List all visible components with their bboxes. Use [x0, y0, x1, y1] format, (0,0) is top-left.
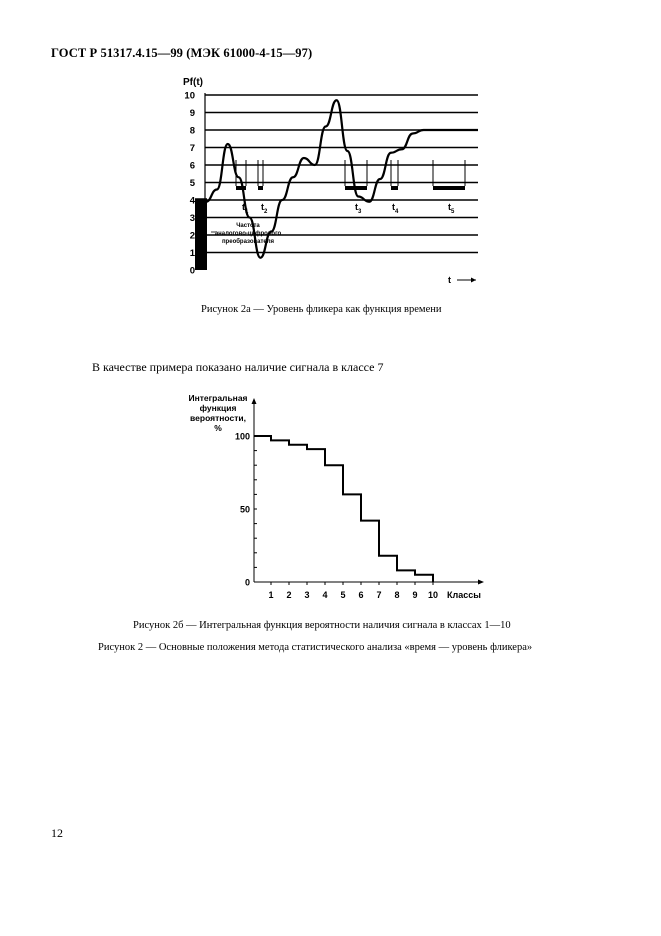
x-tick-label: 4 — [322, 590, 328, 600]
interval-label: $t_3$ — [355, 202, 362, 215]
y-tick-label: 4 — [189, 195, 195, 207]
document-header: ГОСТ Р 51317.4.15—99 (МЭК 61000-4-15—97) — [51, 46, 313, 60]
intro-text: В качестве примера показано наличие сигнала в классе 7 — [92, 360, 384, 374]
y-tick-label: 0 — [244, 577, 250, 588]
x-tick-label: 8 — [394, 590, 400, 600]
figure-2a-caption: Рисунок 2а — Уровень фликера как функция времени — [201, 304, 442, 315]
x-tick-label: 1 — [268, 590, 274, 600]
y-axis-label-line: вероятности, — [190, 413, 246, 423]
probability-step-line — [254, 436, 433, 582]
y-tick-label: 50 — [239, 504, 250, 515]
y-tick-label: 3 — [189, 213, 195, 224]
x-tick-label: 7 — [376, 590, 382, 600]
interval-label: $t_2$ — [261, 202, 268, 215]
y-tick-label: 7 — [189, 143, 195, 154]
interval-label: $t_4$ — [392, 202, 399, 215]
x-tick-label: 9 — [412, 590, 418, 600]
figure-2-caption: Рисунок 2 — Основные положения метода статистического анализа «время — уровень фликера» — [98, 642, 533, 653]
x-tick-label: 3 — [304, 590, 310, 600]
y-tick-label: 9 — [189, 108, 195, 119]
y-tick-label: 6 — [189, 160, 195, 172]
figure-2b-marks — [188, 393, 484, 600]
x-tick-label: 6 — [358, 590, 364, 600]
y-tick-label: 10 — [184, 90, 195, 102]
y-tick-label: 5 — [189, 178, 195, 189]
y-tick-label: 1 — [189, 248, 195, 259]
page-number: 12 — [51, 826, 63, 840]
x-arrow-head — [478, 580, 484, 585]
y-axis-label: Pf(t) — [183, 77, 203, 88]
annotation-line: Частота — [236, 223, 260, 229]
annotation-line: преобразователя — [221, 239, 275, 245]
interval-label: $t_1$ — [242, 202, 249, 215]
x-axis-label: Классы — [447, 590, 481, 600]
figure-2b-caption: Рисунок 2б — Интегральная функция вероятности наличия сигнала в классах 1—10 — [133, 620, 511, 631]
interval-label: $t_5$ — [448, 202, 455, 215]
y-axis-label-line: % — [214, 423, 222, 433]
y-tick-label: 8 — [189, 125, 195, 137]
y-arrow-head — [252, 398, 257, 404]
y-tick-label: 2 — [189, 230, 195, 242]
x-tick-label: 2 — [286, 590, 292, 600]
x-tick-label: 5 — [340, 590, 346, 600]
y-tick-label: 100 — [234, 431, 250, 442]
y-tick-label: 0 — [189, 265, 195, 277]
y-axis-label-line: Интегральная — [188, 393, 248, 403]
x-tick-label: 10 — [427, 590, 439, 600]
y-axis-label-line: функция — [199, 403, 237, 413]
x-axis-label: t — [448, 275, 451, 285]
annotation-line: аналогово-цифрового — [214, 231, 282, 237]
